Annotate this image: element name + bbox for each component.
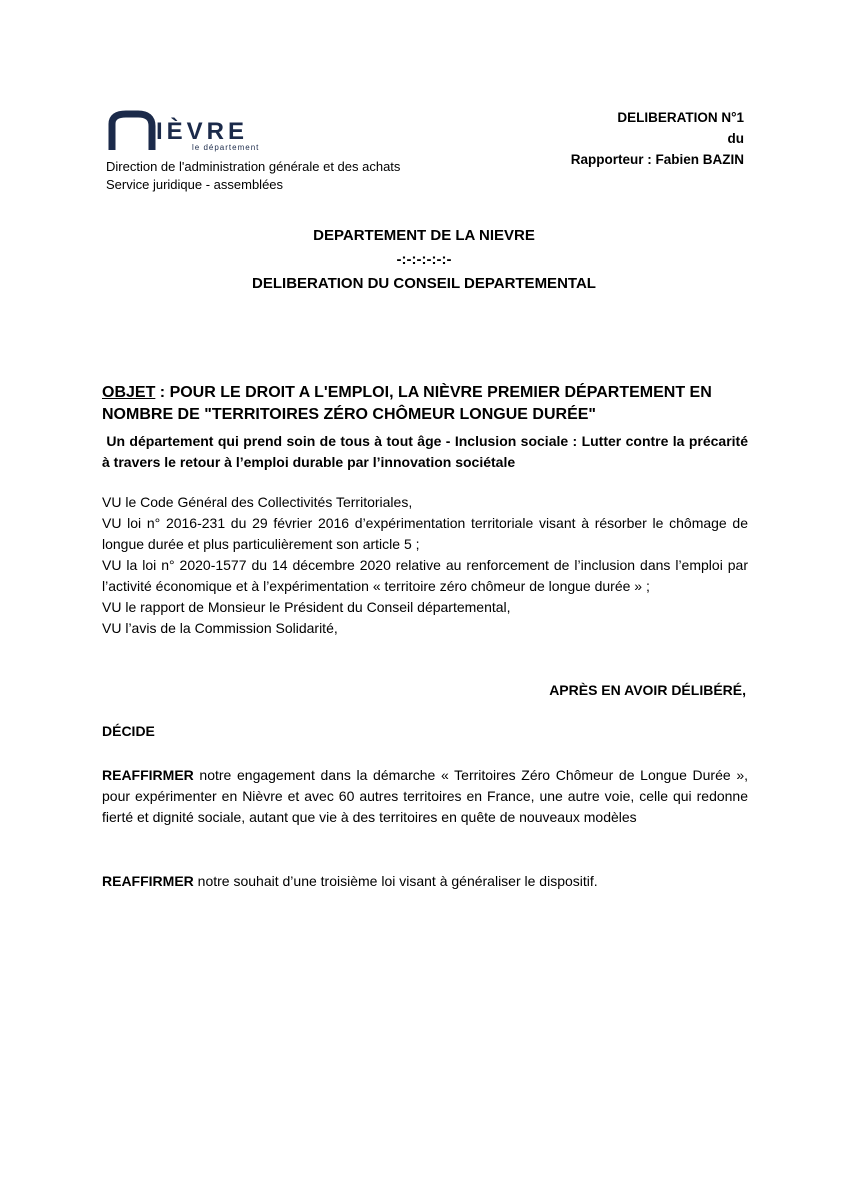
decision-text: notre engagement dans la démarche « Territoires Zéro Chômeur de Longue Durée », pour expérimenter en Nièvre et avec 60 autres territoires en France, une autre voie, celle qui redonne fierté et dignité sociale, autant que vie à des territoires en quête de nouveaux modèles bbox=[102, 767, 748, 825]
direction-line: Direction de l'administration générale et des achats bbox=[106, 159, 401, 174]
title-separator: -:-:-:-:-:- bbox=[396, 251, 452, 268]
departement-title: DEPARTEMENT DE LA NIEVRE bbox=[313, 227, 535, 244]
vu-item: VU le rapport de Monsieur le Président du Conseil départemental, bbox=[102, 599, 511, 615]
decision-keyword: REAFFIRMER bbox=[102, 873, 194, 889]
nievre-n-logo-mark bbox=[108, 110, 156, 152]
objet-heading bbox=[102, 382, 748, 426]
logo-subtitle: le département bbox=[192, 143, 260, 152]
vu-item: VU le Code Général des Collectivités Territoriales, bbox=[102, 494, 413, 510]
vu-item: VU la loi n° 2020-1577 du 14 décembre 2020 relative au renforcement de l’inclusion dans l’emploi par l’activité économique et à l’expérimentation « territoire zéro chômeur de longue durée » ; bbox=[102, 557, 748, 594]
deliberation-date: du bbox=[727, 131, 744, 146]
apres-deliberation: APRÈS EN AVOIR DÉLIBÉRÉ, bbox=[549, 682, 746, 698]
decision-paragraph bbox=[102, 871, 748, 892]
decide-heading: DÉCIDE bbox=[102, 723, 155, 739]
rapporteur: Rapporteur : Fabien BAZIN bbox=[570, 152, 744, 167]
decision-keyword: REAFFIRMER bbox=[102, 767, 194, 783]
vu-list bbox=[102, 492, 748, 639]
decision-paragraph bbox=[102, 765, 748, 828]
objet-subtitle-text: Un département qui prend soin de tous à tout âge - Inclusion sociale : Lutter contre la précarité à travers le retour à l’emploi durable par l’innovation sociétale bbox=[102, 433, 749, 470]
objet-text: : POUR LE DROIT A L'EMPLOI, LA NIÈVRE PREMIER DÉPARTEMENT EN NOMBRE DE "TERRITOIRES ZÉRO CHÔMEUR LONGUE DURÉE" bbox=[102, 384, 712, 423]
deliberation-number: DELIBERATION N°1 bbox=[617, 110, 744, 125]
conseil-title: DELIBERATION DU CONSEIL DEPARTEMENTAL bbox=[252, 275, 596, 292]
objet-label: OBJET bbox=[102, 384, 156, 401]
logo-word: IÈVRE bbox=[156, 118, 249, 145]
service-line: Service juridique - assemblées bbox=[106, 177, 284, 192]
nievre-logo bbox=[108, 110, 278, 160]
vu-item: VU l’avis de la Commission Solidarité, bbox=[102, 620, 338, 636]
service-block bbox=[106, 158, 400, 194]
decision-text: notre souhait d’une troisième loi visant à généraliser le dispositif. bbox=[193, 873, 598, 889]
deliberation-header bbox=[571, 107, 744, 170]
vu-item: VU loi n° 2016-231 du 29 février 2016 d’expérimentation territoriale visant à résorber le chômage de longue durée et plus particulièrement son article 5 ; bbox=[102, 515, 748, 552]
title-block bbox=[0, 224, 848, 296]
objet-subtitle bbox=[102, 431, 748, 473]
